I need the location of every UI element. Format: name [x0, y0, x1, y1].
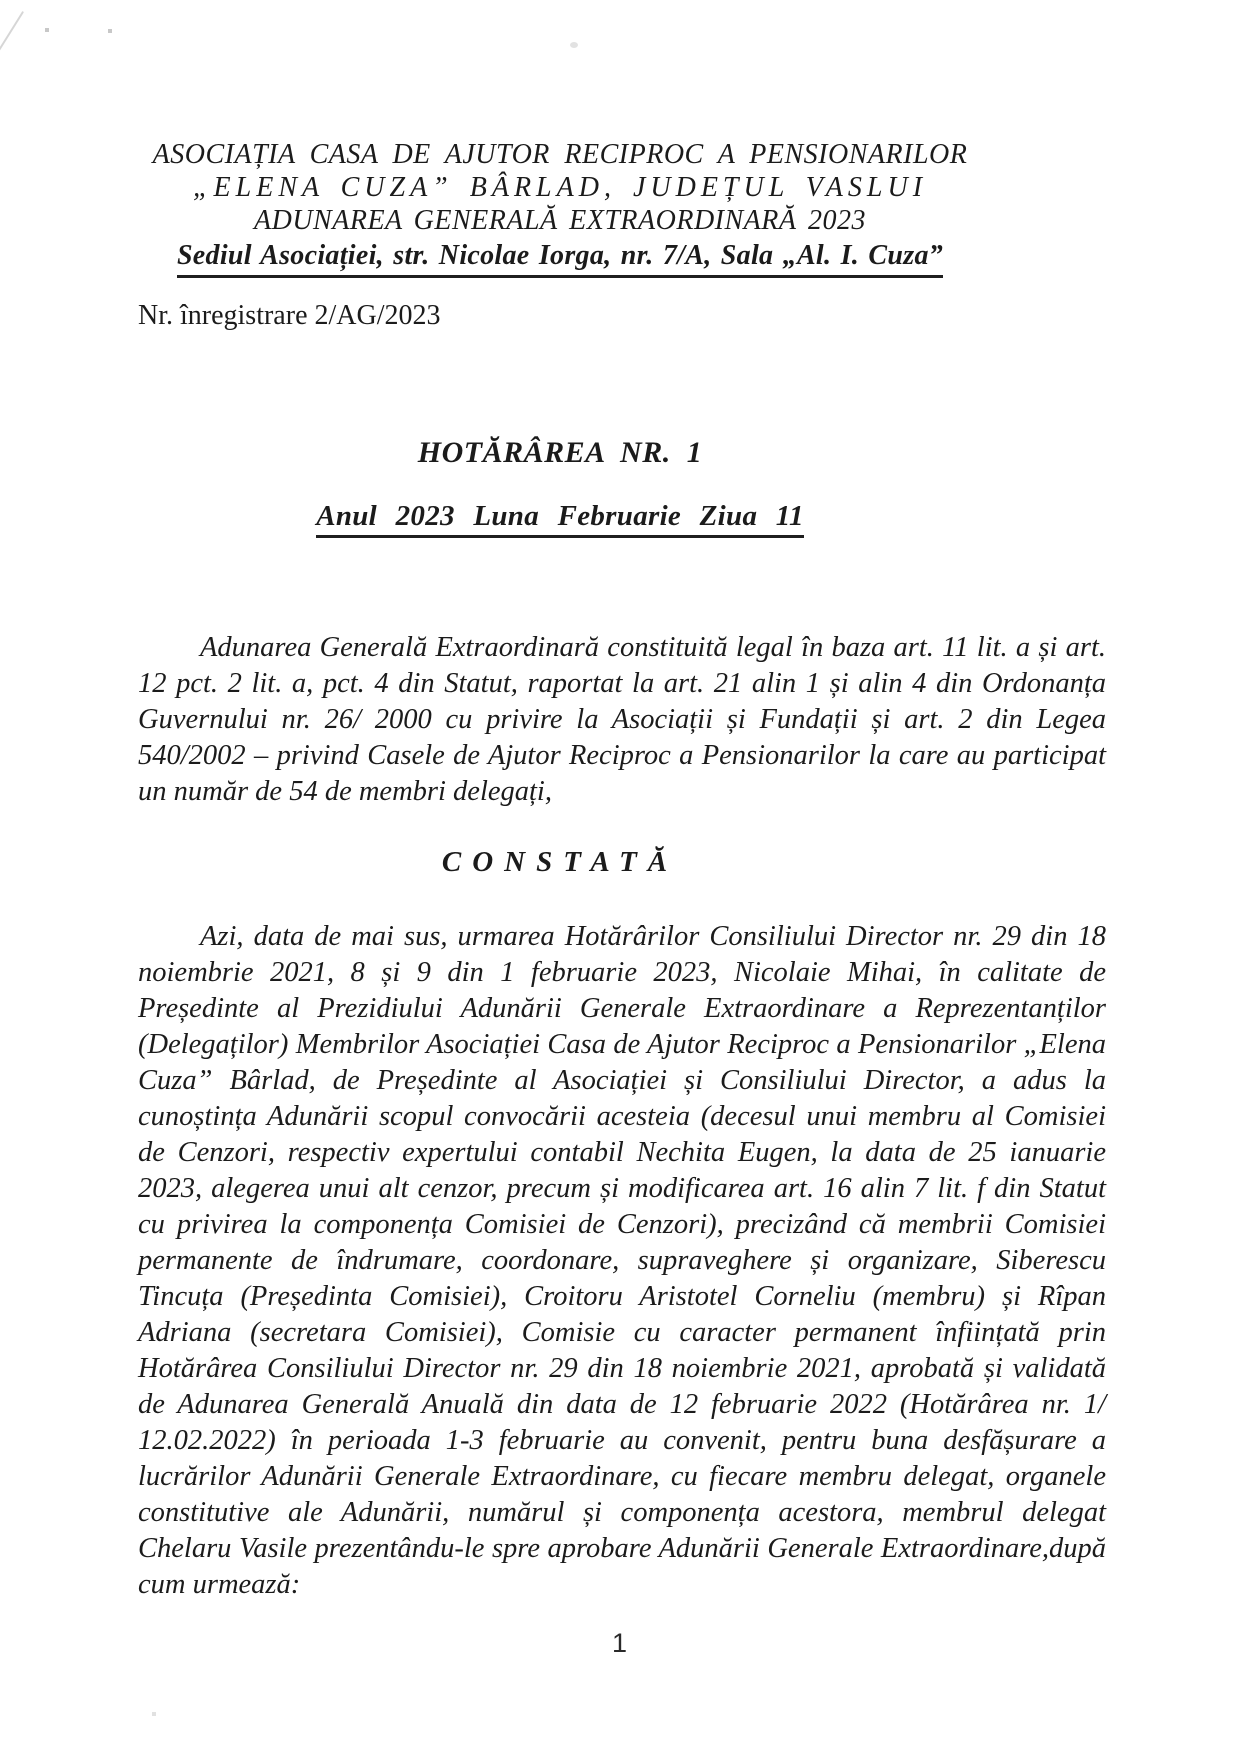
association-name: ASOCIAȚIA CASA DE AJUTOR RECIPROC A PENSIONARILOR [152, 139, 968, 170]
document-header [138, 138, 982, 278]
scan-artifact-dot [45, 28, 49, 32]
page-number: 1 [611, 1628, 628, 1658]
association-branch: „ELENA CUZA” BÂRLAD, JUDEȚUL VASLUI [192, 172, 928, 203]
registration-number: Nr. înregistrare 2/AG/2023 [138, 300, 441, 331]
assembly-title: ADUNAREA GENERALĂ EXTRAORDINARĂ 2023 [254, 205, 866, 236]
scan-artifact-dot [108, 29, 112, 33]
scan-artifact-dot [152, 1712, 156, 1716]
document-content [138, 0, 1106, 1603]
scan-artifact-slash [0, 11, 24, 51]
association-address: Sediul Asociației, str. Nicolae Iorga, nr. 7/A, Sala „Al. I. Cuza” [177, 239, 943, 278]
body-paragraph: Azi, data de mai sus, urmarea Hotărârilor Consiliului Director nr. 29 din 18 noiembrie 2021, 8 și 9 din 1 februarie 2023, Nicolaie Mihai, în calitate de Președinte al Prezidiului Adunării Generale Extraordinare a Reprezentanților (Delegaților) Membrilor Asociației Casa de Ajutor Reciproc a Pensionarilor „Elena Cuza” Bârlad, de Președinte al Asociației și Consiliului Director, a adus la cunoștința Adunării scopul convocării acesteia (decesul unui membru al Comisiei de Cenzori, respectiv expertului contabil Nechita Eugen, la data de 25 ianuarie 2023, alegerea unui alt cenzor, precum și modificarea art. 16 alin 7 lit. f din Statut cu privirea la componența Comisiei de Cenzori), precizând că membrii Comisiei permanente de îndrumare, coordonare, supraveghere și organizare, Siberescu Tincuța (Președinta Comisiei), Croitoru Aristotel Corneliu (membru) și Rîpan Adriana (secretara Comisiei), Comisie cu caracter permanent înființată prin Hotărârea Consiliului Director nr. 29 din 18 noiembrie 2021, aprobată și validată de Adunarea Generală Anuală din data de 12 februarie 2022 (Hotărârea nr. 1/ 12.02.2022) în perioada 1-3 februarie au convenit, pentru buna desfășurare a lucrărilor Adunării Generale Extraordinare, cu fiecare membru delegat, organele constitutive ale Adunării, numărul și componența acestora, membrul delegat Chelaru Vasile prezentându-le spre aprobare Adunării Generale Extraordinare,după cum urmează: [138, 921, 1106, 1600]
preamble-paragraph: Adunarea Generală Extraordinară constituită legal în baza art. 11 lit. a și art. 12 pct. 2 lit. a, pct. 4 din Statut, raportat la art. 21 alin 1 și alin 4 din Ordonanța Guvernului nr. 26/ 2000 cu privire la Asociații și Fundații și art. 2 din Legea 540/2002 – privind Casele de Ajutor Reciproc a Pensionarilor la care au participat un număr de 54 de membri delegați, [138, 632, 1106, 807]
constata-heading: CONSTATĂ [441, 846, 679, 878]
decision-title: HOTĂRÂREA NR. 1 [417, 436, 703, 469]
decision-date-line: Anul 2023 Luna Februarie Ziua 11 [316, 500, 804, 538]
